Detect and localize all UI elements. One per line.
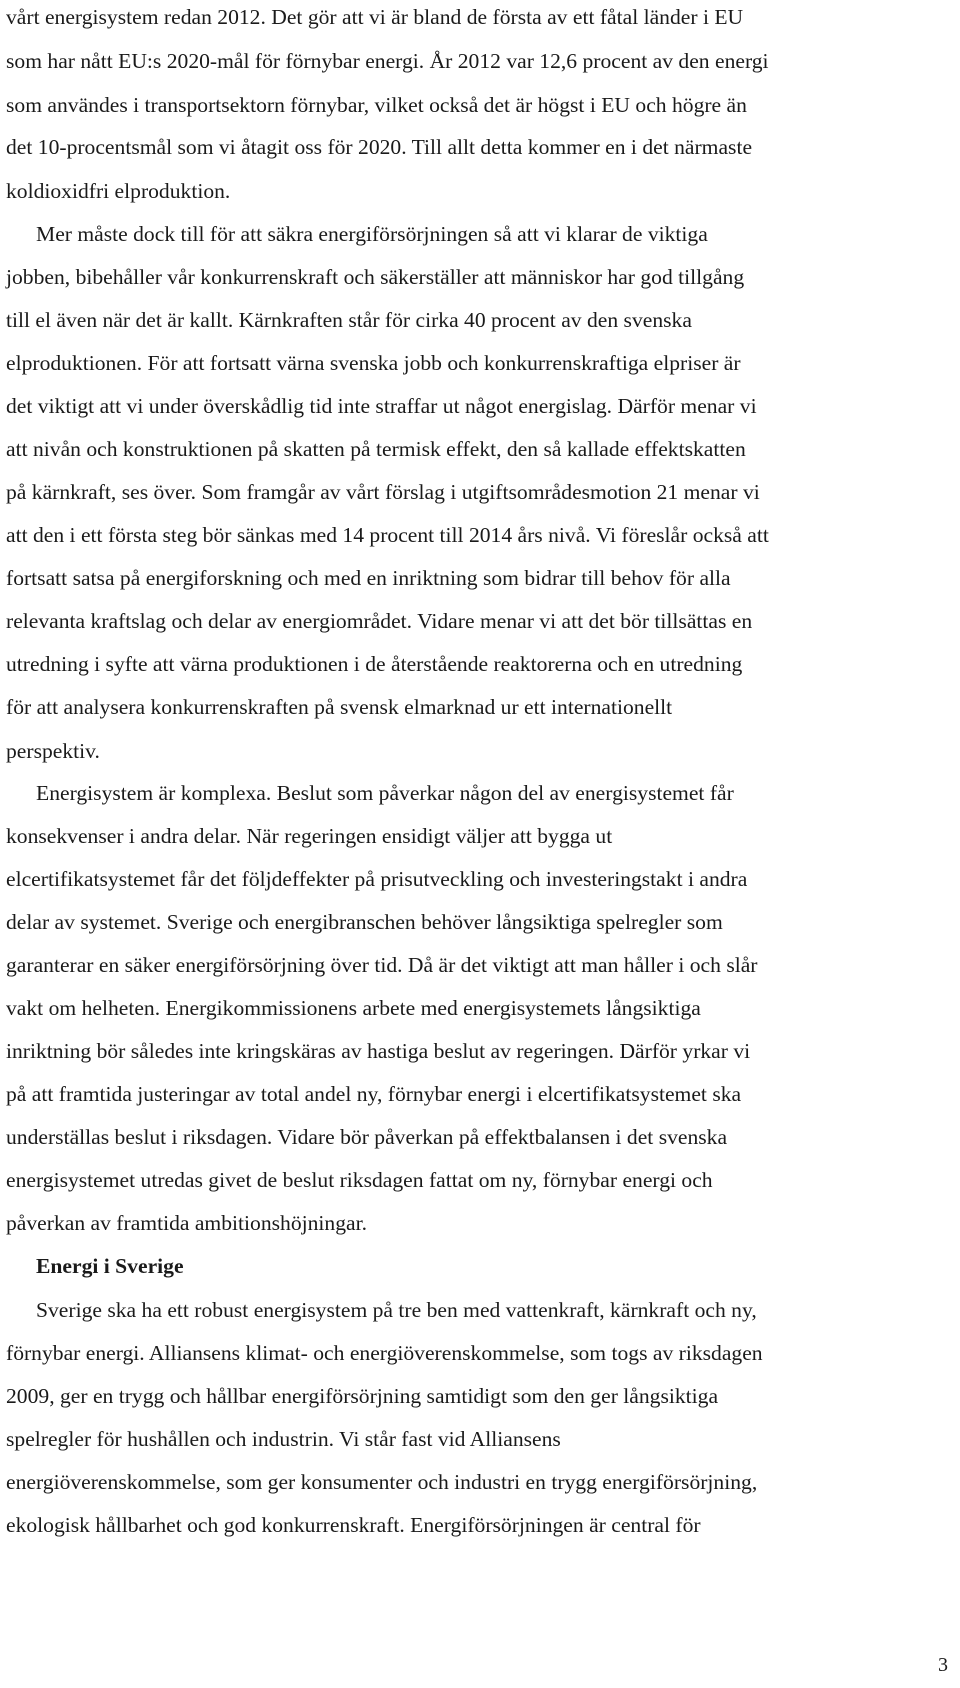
paragraph-2-line-10: relevanta kraftslag och delar av energiområdet. Vidare menar vi att det bör tillsättas en [6, 609, 753, 633]
paragraph-2-line-12: för att analysera konkurrenskraften på svensk elmarknad ur ett internationellt [6, 695, 673, 719]
paragraph-2-line-13: perspektiv. [6, 739, 100, 763]
section-paragraph-line-2: förnybar energi. Alliansens klimat- och energiöverenskommelse, som togs av riksdagen [6, 1341, 763, 1365]
section-paragraph-line-3: 2009, ger en trygg och hållbar energiförsörjning samtidigt som den ger långsiktiga [6, 1384, 719, 1408]
section-paragraph-line-6: ekologisk hållbarhet och god konkurrenskraft. Energiförsörjningen är central för [6, 1513, 701, 1537]
paragraph-2-line-1: Mer måste dock till för att säkra energiförsörjningen så att vi klarar de viktiga [36, 222, 708, 246]
paragraph-3-line-7: inriktning bör således inte kringskäras av hastiga beslut av regeringen. Därför yrkar vi [6, 1039, 751, 1063]
paragraph-3-line-9: underställas beslut i riksdagen. Vidare bör påverkan på effektbalansen i det svenska [6, 1125, 728, 1149]
paragraph-3-line-1: Energisystem är komplexa. Beslut som påverkar någon del av energisystemet får [36, 781, 734, 805]
paragraph-2-line-7: på kärnkraft, ses över. Som framgår av vårt förslag i utgiftsområdesmotion 21 menar vi [6, 480, 760, 504]
paragraph-1-line-3: som användes i transportsektorn förnybar, vilket också det är högst i EU och högre än [6, 93, 747, 117]
section-paragraph-line-1: Sverige ska ha ett robust energisystem på tre ben med vattenkraft, kärnkraft och ny, [36, 1298, 757, 1322]
paragraph-2-line-3: till el även när det är kallt. Kärnkraften står för cirka 40 procent av den svenska [6, 308, 692, 332]
paragraph-2-line-6: att nivån och konstruktionen på skatten på termisk effekt, den så kallade effektskatten [6, 437, 746, 461]
paragraph-3-line-10: energisystemet utredas givet de beslut riksdagen fattat om ny, förnybar energi och [6, 1168, 713, 1192]
paragraph-3-line-2: konsekvenser i andra delar. När regeringen ensidigt väljer att bygga ut [6, 824, 613, 848]
paragraph-2-line-2: jobben, bibehåller vår konkurrenskraft och säkerställer att människor har god tillgång [6, 265, 745, 289]
paragraph-3-line-4: delar av systemet. Sverige och energibranschen behöver långsiktiga spelregler som [6, 910, 723, 934]
page-number: 3 [938, 1654, 948, 1676]
paragraph-1-line-5: koldioxidfri elproduktion. [6, 179, 231, 203]
section-paragraph-line-5: energiöverenskommelse, som ger konsumenter och industri en trygg energiförsörjning, [6, 1470, 758, 1494]
paragraph-2-line-4: elproduktionen. För att fortsatt värna svenska jobb och konkurrenskraftiga elpriser är [6, 351, 741, 375]
section-paragraph-line-4: spelregler för hushållen och industrin. Vi står fast vid Alliansens [6, 1427, 561, 1451]
paragraph-1-line-2: som har nått EU:s 2020-mål för förnybar energi. År 2012 var 12,6 procent av den energi [6, 49, 769, 73]
paragraph-3-line-3: elcertifikatsystemet får det följdeffekter på prisutveckling och investeringstakt i andra [6, 867, 748, 891]
paragraph-3-line-11: påverkan av framtida ambitionshöjningar. [6, 1211, 367, 1235]
paragraph-3-line-6: vakt om helheten. Energikommissionens arbete med energisystemets långsiktiga [6, 996, 701, 1020]
paragraph-1-line-4: det 10-procentsmål som vi åtagit oss för 2020. Till allt detta kommer en i det närmaste [6, 135, 753, 159]
paragraph-3-line-8: på att framtida justeringar av total andel ny, förnybar energi i elcertifikatsystemet ska [6, 1082, 742, 1106]
paragraph-2-line-8: att den i ett första steg bör sänkas med 14 procent till 2014 års nivå. Vi föreslår också att [6, 523, 769, 547]
paragraph-2-line-11: utredning i syfte att värna produktionen i de återstående reaktorerna och en utredning [6, 652, 743, 676]
paragraph-1-line-1: vårt energisystem redan 2012. Det gör att vi är bland de första av ett fåtal länder i EU [6, 5, 744, 29]
paragraph-2-line-5: det viktigt att vi under överskådlig tid inte straffar ut något energislag. Därför menar vi [6, 394, 757, 418]
paragraph-2-line-9: fortsatt satsa på energiforskning och med en inriktning som bidrar till behov för alla [6, 566, 731, 590]
paragraph-3-line-5: garanterar en säker energiförsörjning över tid. Då är det viktigt att man håller i och slår [6, 953, 758, 977]
section-heading: Energi i Sverige [36, 1254, 184, 1278]
